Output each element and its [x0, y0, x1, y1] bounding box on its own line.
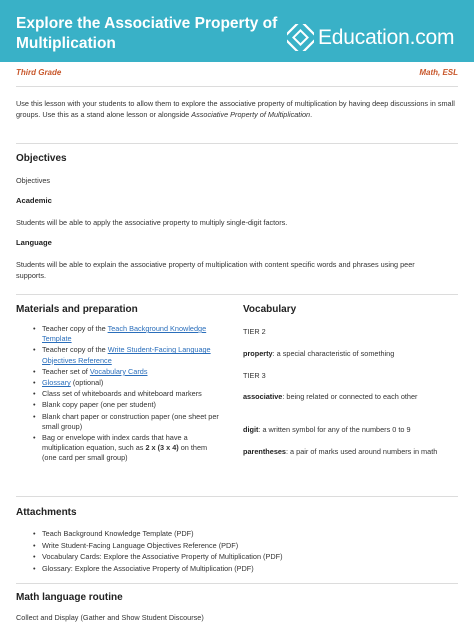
vocab-term-digit: digit: a written symbol for any of the numbers 0 to 9 — [243, 425, 411, 434]
glossary-link[interactable]: Glossary — [42, 378, 71, 388]
lesson-title: Explore the Associative Property of Multiplication — [16, 15, 278, 52]
list-item: • Teacher copy of the Write Student-Facing Language Objectives Reference — [33, 345, 223, 365]
education-com-logo-icon — [287, 24, 314, 51]
list-item: • Blank copy paper (one per student) — [33, 400, 223, 410]
vocabulary-heading: Vocabulary — [243, 304, 297, 315]
list-item: • Teacher copy of the Teach Background Knowledge Template — [33, 324, 223, 344]
list-item: • Teacher set of Vocabulary Cards — [33, 367, 223, 377]
logo-text: Education.com — [318, 25, 455, 49]
lesson-meta — [16, 68, 458, 82]
attachments-heading: Attachments — [16, 507, 77, 518]
intro-associative-link[interactable]: Associative Property of Multiplication — [191, 110, 311, 119]
materials-heading: Materials and preparation — [16, 304, 138, 315]
attachment-item[interactable]: • Teach Background Knowledge Template (PDF) — [33, 529, 433, 540]
vocab-term-parentheses: parentheses: a pair of marks used around numbers in math — [243, 447, 438, 456]
attachment-item[interactable]: • Glossary: Explore the Associative Property of Multiplication (PDF) — [33, 564, 433, 575]
divider — [16, 143, 458, 144]
tier-2-label: TIER 2 — [243, 327, 266, 336]
vocab-term-property: property: a special characteristic of something — [243, 349, 395, 358]
list-item: • Class set of whiteboards and whiteboard markers — [33, 389, 223, 399]
math-routine-text: Collect and Display (Gather and Show Student Discourse) — [16, 613, 204, 622]
attachments-list — [33, 529, 433, 575]
grade-level: Third Grade — [16, 68, 62, 77]
math-routine-heading: Math language routine — [16, 592, 123, 603]
list-item: • Glossary (optional) — [33, 378, 223, 388]
academic-heading: Academic — [16, 196, 52, 205]
objectives-heading: Objectives — [16, 153, 67, 164]
subject-tags: Math, ESL — [419, 68, 458, 77]
vocabulary-cards-link[interactable]: Vocabulary Cards — [89, 366, 148, 376]
teach-background-link[interactable]: Teach Background Knowledge Template — [42, 324, 207, 344]
divider — [16, 294, 458, 295]
header-banner — [0, 0, 474, 62]
attachment-item[interactable]: • Vocabulary Cards: Explore the Associative Property of Multiplication (PDF) — [33, 552, 433, 563]
tier-3-label: TIER 3 — [243, 371, 266, 380]
objectives-label: Objectives — [16, 176, 51, 185]
list-item: • Bag or envelope with index cards that have a multiplication equation, such as 2 x (3 x 4) on them (one card per small group) — [33, 433, 223, 464]
lesson-intro: Use this lesson with your students to allow them to explore the associative property of multiplication by having deep discussions in small groups. Use this as a stand alone lesson or alongside Associative Property of Multiplication. — [16, 99, 455, 119]
language-objective: Students will be able to explain the associative property of multiplication with content specific words and phrases using peer supports. — [16, 260, 415, 280]
brand-logo[interactable] — [287, 24, 454, 51]
materials-list — [33, 324, 223, 465]
divider — [16, 496, 458, 497]
divider — [16, 583, 458, 584]
language-objectives-link[interactable]: Write Student-Facing Language Objectives Reference — [42, 345, 211, 365]
vocab-term-associative: associative: being related or connected to each other — [243, 392, 418, 401]
language-heading: Language — [16, 238, 52, 247]
list-item: • Blank chart paper or construction paper (one sheet per small group) — [33, 412, 223, 432]
divider — [16, 86, 458, 87]
academic-objective: Students will be able to apply the associative property to multiply single-digit factors. — [16, 218, 288, 227]
attachment-item[interactable]: • Write Student-Facing Language Objectives Reference (PDF) — [33, 541, 433, 552]
